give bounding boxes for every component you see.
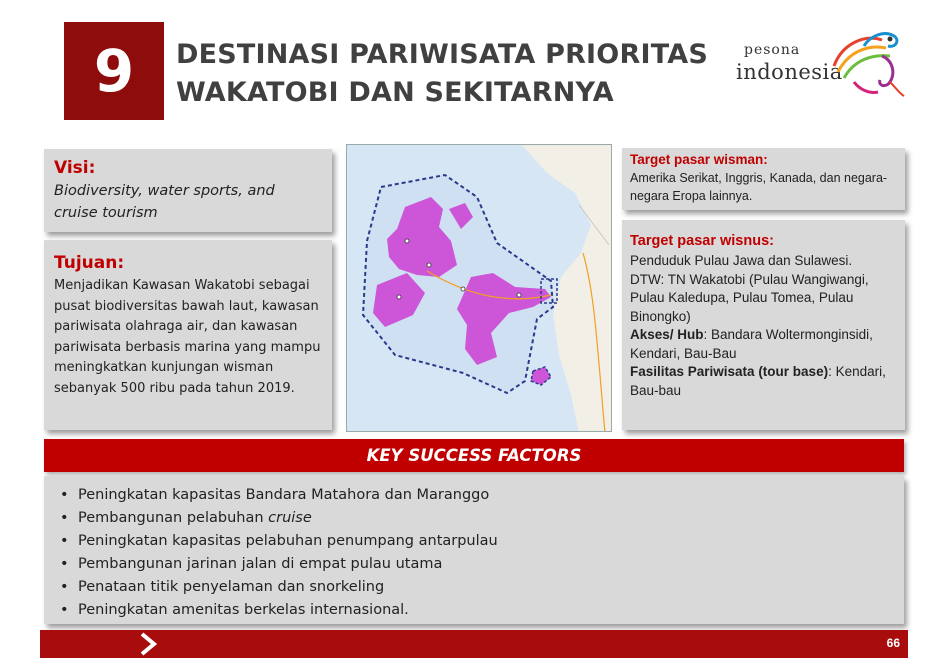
chevron-right-icon[interactable] (138, 632, 158, 656)
title-line-2: WAKATOBI DAN SEKITARNYA (176, 77, 614, 108)
visi-text: Biodiversity, water sports, and cruise tourism (54, 183, 275, 221)
tujuan-card (44, 240, 332, 430)
bullet-icon: • (60, 533, 69, 549)
list-item: • Pembangunan jarinan jalan di empat pulau utama (60, 553, 888, 576)
fasilitas-text: : Kendari, Bau-bau (630, 364, 886, 398)
target-wisnus-card (622, 220, 905, 430)
bullet-icon: • (60, 579, 69, 595)
wakatobi-map (346, 144, 612, 432)
wisnus-line-2: DTW: TN Wakatobi (Pulau Wangiwangi, Pulau Kaledupa, Pulau Tomea, Pulau Binongko) (630, 271, 869, 324)
section-number: 9 (93, 37, 135, 105)
target-wisman-card (622, 148, 905, 210)
logo-text-pesona: pesona (744, 42, 801, 58)
visi-card (44, 149, 332, 232)
wisnus-heading: Target pasar wisnus: (630, 233, 774, 249)
wisman-heading: Target pasar wisman: (630, 152, 768, 167)
tujuan-text: Menjadikan Kawasan Wakatobi sebagai pusat biodiversitas bawah laut, kawasan pariwisata olahraga air, dan kawasan pariwisata berbasis marina yang mampu meningkatkan kunjungan wisman sebanyak 500 ribu pada tahun 2019. (54, 278, 321, 396)
fasilitas-label: Fasilitas Pariwisata (tour base) (630, 364, 829, 379)
wisman-text: Amerika Serikat, Inggris, Kanada, dan negara-negara Eropa lainnya. (630, 171, 888, 203)
list-item: • Peningkatan kapasitas pelabuhan penumpang antarpulau (60, 530, 888, 553)
section-number-badge (64, 22, 164, 120)
logo-text-indonesia: indonesia (736, 60, 843, 84)
page-title (176, 36, 716, 112)
list-item: • Penataan titik penyelaman dan snorkeling (60, 576, 888, 599)
map-graphic (347, 145, 612, 432)
bullet-icon: • (60, 556, 69, 572)
akses-text: : Bandara Woltermonginsidi, Kendari, Bau-Bau (630, 327, 873, 361)
list-item: • Pembangunan pelabuhan cruise (60, 507, 888, 530)
bullet-icon: • (60, 602, 69, 618)
bullet-icon: • (60, 487, 69, 503)
footer-bar (40, 630, 908, 658)
list-item: • Peningkatan amenitas berkelas internasional. (60, 599, 888, 622)
garuda-bird-icon (824, 26, 910, 102)
visi-heading: Visi: (54, 158, 96, 178)
ksf-list (60, 484, 888, 622)
cruise-italic: cruise (268, 510, 312, 526)
ksf-heading: KEY SUCCESS FACTORS (366, 446, 582, 465)
list-item: • Peningkatan kapasitas Bandara Matahora dan Maranggo (60, 484, 888, 507)
wisnus-akses (630, 326, 897, 363)
ksf-heading-bar (44, 439, 904, 472)
page-number: 66 (886, 636, 900, 650)
wisnus-fasilitas (630, 363, 897, 400)
bullet-icon: • (60, 510, 69, 526)
pesona-indonesia-logo (732, 26, 912, 106)
akses-label: Akses/ Hub (630, 327, 704, 342)
wisnus-line-1: Penduduk Pulau Jawa dan Sulawesi. (630, 253, 853, 268)
tujuan-heading: Tujuan: (54, 253, 125, 273)
ksf-card (44, 476, 904, 624)
title-line-1: DESTINASI PARIWISATA PRIORITAS (176, 39, 708, 70)
